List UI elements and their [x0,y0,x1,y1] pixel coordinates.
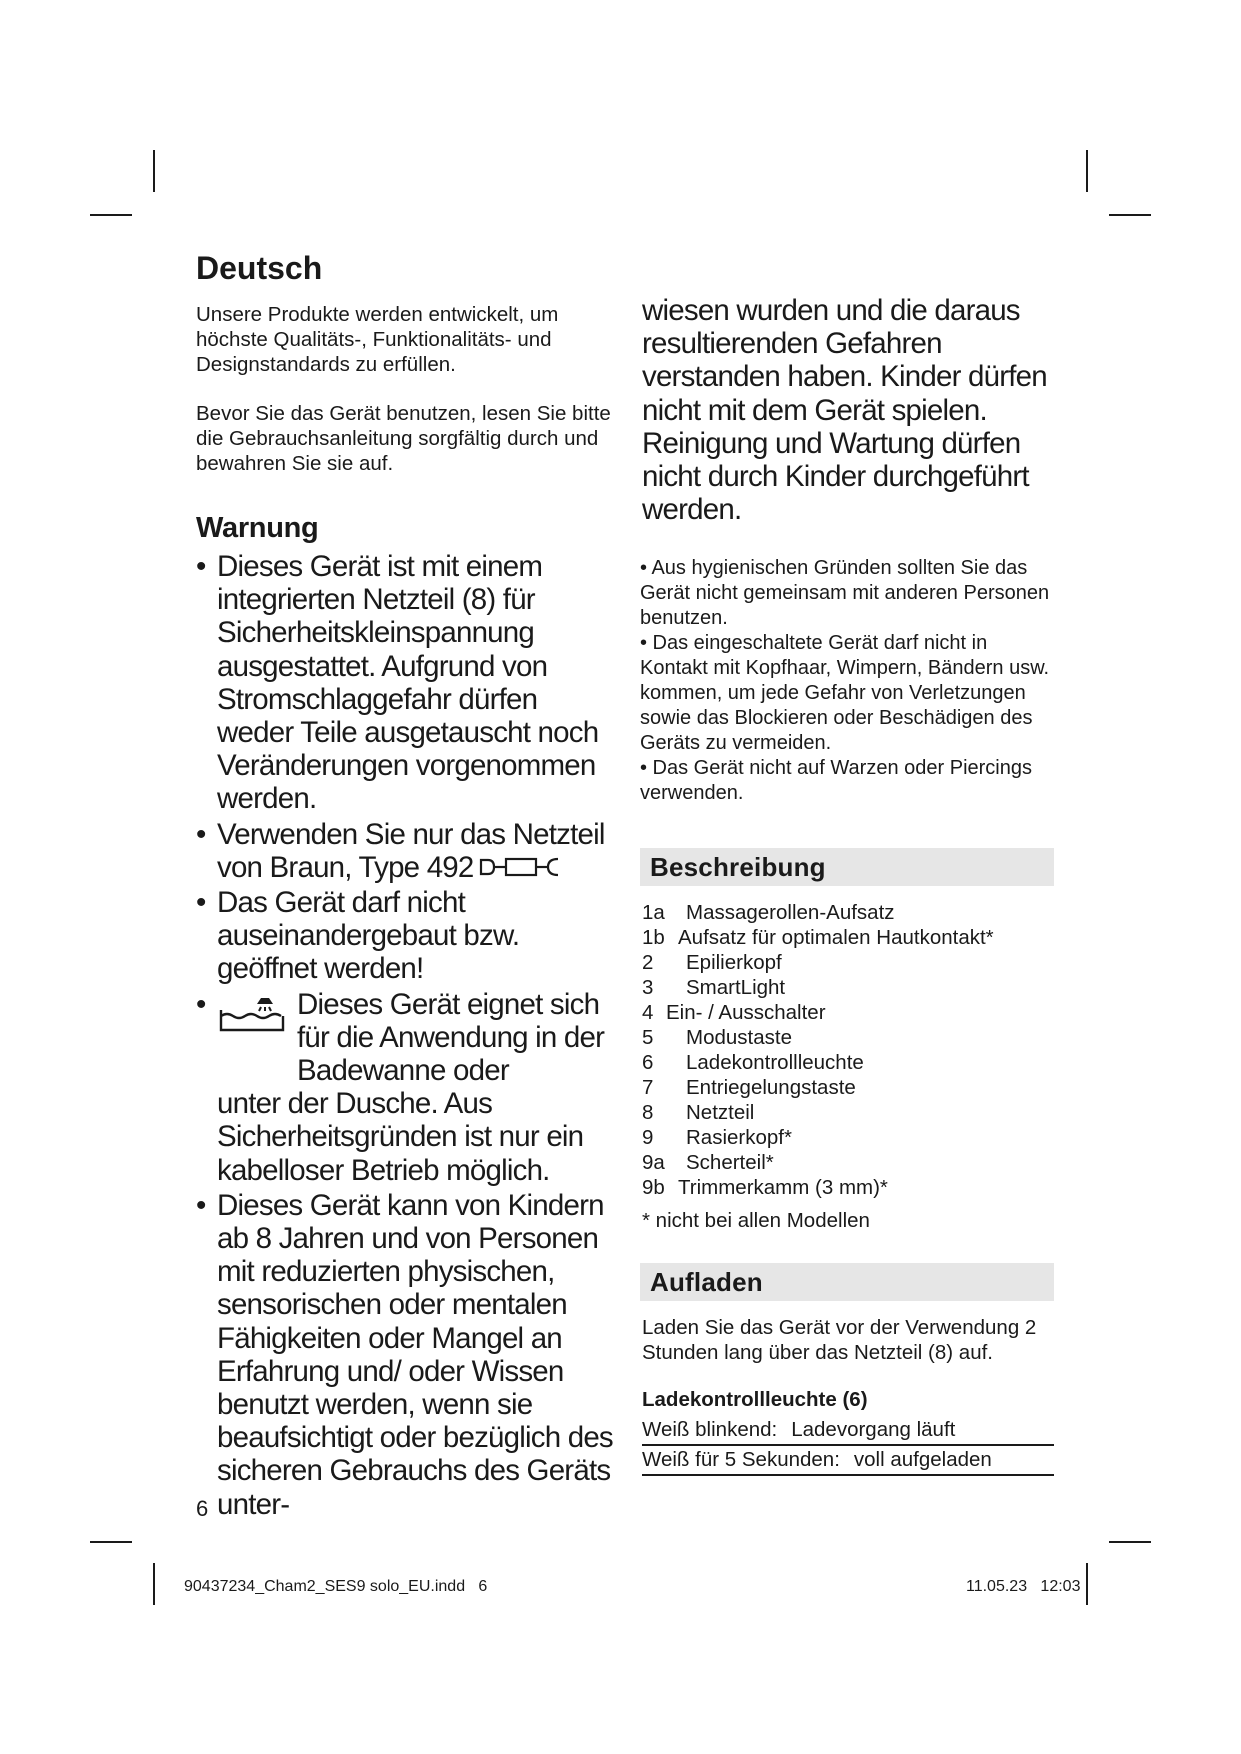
warning-item-text: Das Gerät darf nicht auseinandergebaut bzw. geöffnet werden! [217,886,520,986]
bath-shower-icon [217,994,289,1034]
part-number: 8 [642,1101,654,1125]
warning-list [196,550,616,1521]
bullet: • [196,987,206,1021]
part-item [642,1100,1056,1125]
part-number: 9 [642,1126,654,1150]
warning-item-text-top: Dieses Gerät eignet sich für die Anwendung in der Badewanne oder [297,987,605,1088]
led-meaning: voll aufgeladen [853,1448,992,1472]
part-number: 7 [642,1076,654,1100]
crop-mark-bottom-left-h [90,1541,132,1543]
part-number: 1a [642,901,665,925]
part-label: Massagerollen-Aufsatz [686,901,895,925]
crop-mark-top-left-h [90,214,132,216]
warning-item-bath-shower [196,988,616,1187]
part-item [642,1125,1056,1150]
part-number: 3 [642,976,654,1000]
hygiene-item: • Aus hygienischen Gründen sollten Sie das Gerät nicht gemeinsam mit anderen Personen benutzen. [640,557,1050,630]
part-number: 4 [642,1001,654,1025]
crop-mark-top-left [153,150,155,192]
charging-heading: Aufladen [640,1263,1054,1301]
part-number: 2 [642,951,654,975]
parts-list [642,900,1056,1200]
models-footnote: * nicht bei allen Modellen [642,1209,870,1233]
hygiene-item: • Das eingeschaltete Gerät darf nicht in Kontakt mit Kopfhaar, Wimpern, Bändern usw. kommen, um jede Gefahr von Verletzungen sowie das Blockieren oder Beschädigen des Geräts zu vermeiden. [640,632,1050,755]
warning-item-do-not-disassemble [196,886,616,986]
part-label: SmartLight [686,976,786,1000]
power-supply-symbol-icon [478,854,564,880]
intro-paragraph-2: Bevor Sie das Gerät benutzen, lesen Sie bitte die Gebrauchsanleitung sorgfältig durch und bewahren Sie sie auf. [196,402,611,475]
language-heading: Deutsch [196,250,323,286]
led-state: Weiß für 5 Sekunden: [642,1448,840,1472]
part-number: 6 [642,1051,654,1075]
description-heading: Beschreibung [640,848,1054,886]
print-slug-date: 11.05.23 12:03 [966,1578,1081,1595]
crop-mark-top-right [1086,150,1088,192]
crop-mark-top-right-h [1109,214,1151,216]
led-row [642,1416,1054,1446]
part-label: Epilierkopf [686,951,782,975]
part-number: 5 [642,1026,654,1050]
warning-item-children-continued: wiesen wurden und die daraus resultierenden Gefahren verstanden haben. Kinder dürfen nicht mit dem Gerät spielen. Reinigung und Wartung dürfen nicht durch Kinder durchgeführt werden. [642,294,1047,527]
hygiene-list [640,556,1056,806]
right-column [642,294,1056,1476]
part-item [642,1175,1056,1200]
part-label: Aufsatz für optimalen Hautkontakt* [678,926,994,950]
led-state: Weiß blinkend: [642,1418,778,1442]
crop-mark-bottom-right [1086,1563,1088,1605]
part-label: Scherteil* [686,1151,774,1175]
crop-mark-bottom-left [153,1563,155,1605]
page-number: 6 [196,1496,209,1521]
warning-item-children [196,1189,616,1521]
warning-item-braun-psu [196,818,616,884]
warning-item-text: Dieses Gerät ist mit einem integrierten Netzteil (8) für Sicherheitskleinspannung ausgestattet. Aufgrund von Stromschlaggefahr dürfen weder Teile ausgetauscht noch Veränderungen vorgenommen werden. [217,550,599,816]
part-number: 9a [642,1151,665,1175]
warning-item-text: Dieses Gerät kann von Kindern ab 8 Jahren und von Personen mit reduzierten physischen, sensorischen oder mentalen Fähigkeiten oder Mangel an Erfahrung und/ oder Wissen benutzt werden, wenn sie beaufsichtigt oder bezüglich des sicheren Gebrauchs des Geräts unter- [217,1188,613,1521]
charging-instructions: Laden Sie das Gerät vor der Verwendung 2 Stunden lang über das Netzteil (8) auf. [642,1316,1037,1365]
bullet: • [196,817,206,851]
part-number: 9b [642,1176,665,1200]
warning-heading: Warnung [196,512,319,544]
led-meaning: Ladevorgang läuft [791,1418,956,1442]
bath-row [217,988,616,1088]
part-label: Entriegelungstaste [686,1076,856,1100]
hygiene-item: • Das Gerät nicht auf Warzen oder Piercings verwenden. [640,757,1032,805]
part-item [642,900,1056,925]
part-item [642,925,1056,950]
part-item [642,950,1056,975]
bullet: • [196,550,206,583]
led-row [642,1446,1054,1476]
part-label: Trimmerkamm (3 mm)* [678,1176,888,1200]
intro-paragraph-1: Unsere Produkte werden entwickelt, um höchste Qualitäts-, Funktionalitäts- und Designstandards zu erfüllen. [196,303,559,376]
part-item [642,1000,1056,1025]
print-slug-file: 90437234_Cham2_SES9 solo_EU.indd 6 [184,1578,488,1595]
part-label: Modustaste [686,1026,792,1050]
crop-mark-bottom-right-h [1109,1541,1151,1543]
part-label: Ein- / Ausschalter [666,1001,826,1025]
warning-item-text-bottom: unter der Dusche. Aus Sicherheitsgründen ist nur ein kabelloser Betrieb möglich. [217,1087,584,1187]
part-item [642,975,1056,1000]
bullet: • [196,1188,206,1222]
part-label: Netzteil [686,1101,755,1125]
part-number: 1b [642,926,665,950]
part-item [642,1150,1056,1175]
part-item [642,1025,1056,1050]
part-label: Ladekontrollleuchte [686,1051,864,1075]
part-item [642,1050,1056,1075]
bullet: • [196,886,206,920]
warning-item-integrated-psu [196,550,616,816]
led-table-title: Ladekontrollleuchte (6) [642,1388,868,1412]
left-column [196,248,616,1523]
warning-item-text: Verwenden Sie nur das Netzteil von Braun, Type 492 [217,817,605,884]
part-item [642,1075,1056,1100]
part-label: Rasierkopf* [686,1126,792,1150]
